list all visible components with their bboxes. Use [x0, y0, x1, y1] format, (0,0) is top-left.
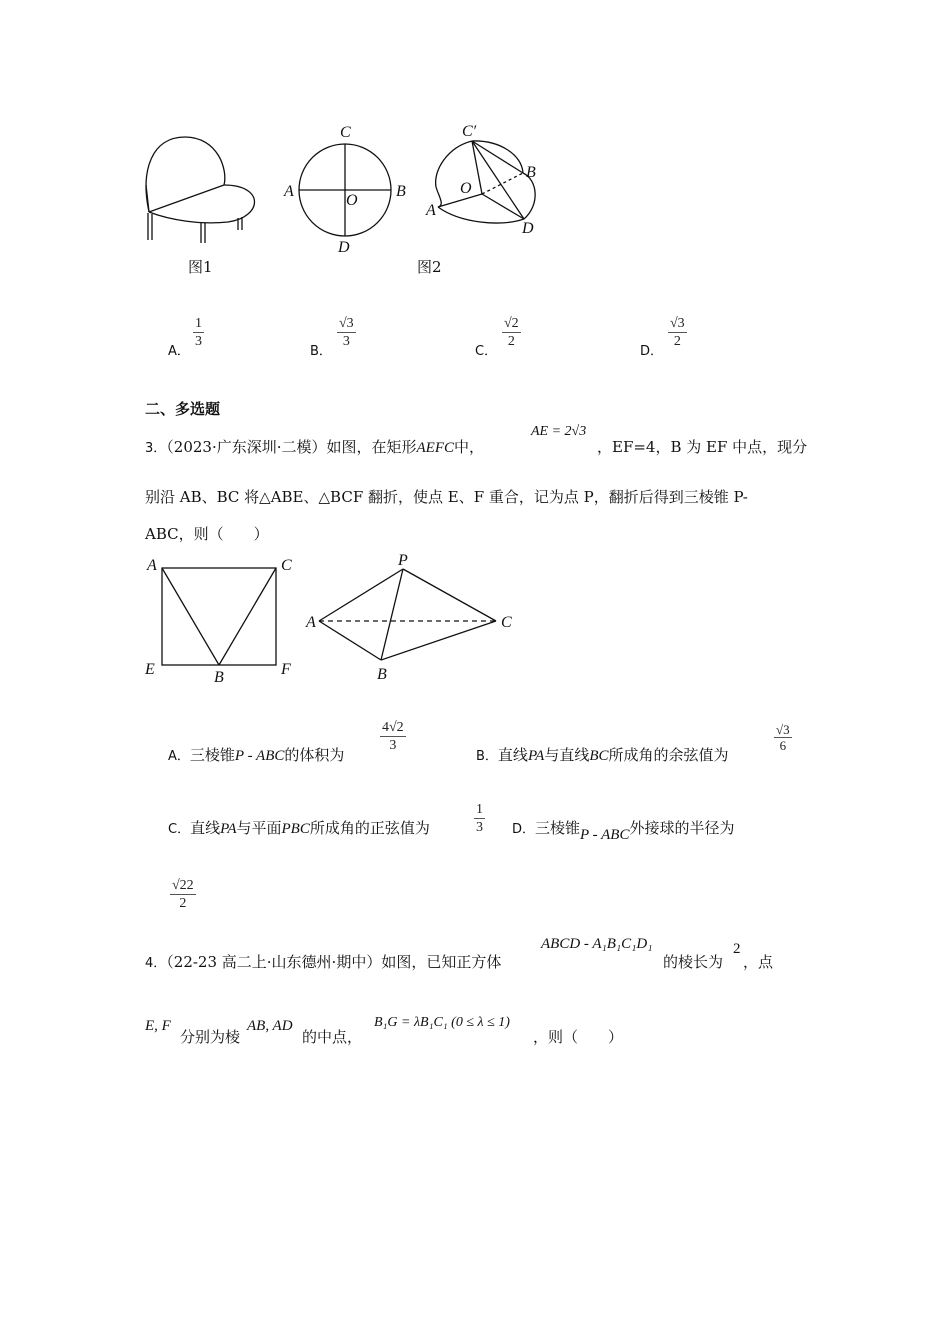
q2-option-d-letter: D． [640, 344, 664, 359]
q4-line1: 4．（22-23 高二上·山东德州·期中）如图，已知正方体 [145, 953, 502, 971]
q3-line2: 别沿 AB、BC 将△ABE、△BCF 翻折，使点 E、F 重合，记为点 P，翻折后得到三棱锥 P- [145, 488, 748, 506]
q3-option-c-value: $\frac{1}{3}$ [476, 802, 483, 835]
q4-text2: 的棱长为 [663, 953, 724, 971]
q2-option-d-value: $\frac{√3}{2}$ [670, 316, 685, 349]
chair-figure [146, 137, 255, 243]
tetra-label-c: C [501, 614, 512, 631]
tetra-label-b: B [377, 666, 387, 683]
q4-text3: ，点 [743, 953, 774, 971]
rect-label-a: A [147, 557, 157, 574]
q3-option-d: D．三棱锥P - ABC外接球的半径为 [512, 819, 735, 843]
q4-edge: 2 [733, 941, 741, 957]
circle-label-b: B [396, 183, 406, 200]
q4-abad: AB, AD [247, 1018, 293, 1034]
q4-ef: E, F [145, 1018, 171, 1034]
q4-cube: ABCD - A₁B₁C₁D₁ [541, 936, 653, 952]
solid-label-c: C′ [462, 123, 477, 140]
fig2-caption: 图2 [417, 258, 442, 276]
rect-label-f: F [281, 661, 291, 678]
rect-label-e: E [145, 661, 155, 678]
q3-option-a: A．三棱锥P - ABC的体积为 [168, 746, 345, 764]
q2-option-c-letter: C． [475, 344, 498, 359]
q4-text4: 分别为棱 [180, 1028, 241, 1046]
q4-text6: ，则（ ） [533, 1028, 624, 1046]
rectangle-figure [162, 568, 276, 665]
q3-ae-formula: AE = 2√3 [531, 424, 587, 439]
rect-label-c: C [281, 557, 292, 574]
q4-text5: 的中点， [302, 1028, 363, 1046]
tetra-label-p: P [398, 552, 408, 569]
q2-option-b-letter: B． [310, 344, 332, 359]
q3-line3: ABC，则（ ） [145, 525, 269, 543]
q3-line1: 3．（2023·广东深圳·二模）如图，在矩形AEFC中， [145, 438, 485, 456]
circle-figure [299, 144, 391, 236]
q3-option-a-value: $\frac{4√2}{3}$ [382, 720, 404, 753]
solid-label-a: A [426, 202, 436, 219]
q3-option-b: B．直线PA与直线BC所成角的余弦值为 [476, 746, 729, 764]
q2-option-a-letter: A． [168, 344, 190, 359]
q3-option-d-value: $\frac{√22}{2}$ [172, 878, 194, 911]
top-figures [130, 115, 570, 290]
fig1-caption: 图1 [188, 258, 213, 276]
circle-label-a: A [284, 183, 294, 200]
circle-label-d: D [338, 239, 350, 256]
rect-label-b: B [214, 669, 224, 686]
tetrahedron-figure [319, 569, 496, 660]
q4-formula: B₁G = λB₁C₁ (0 ≤ λ ≤ 1) [374, 1015, 510, 1030]
q3-figures [138, 548, 528, 688]
q3-option-b-value: $\frac{√3}{6}$ [776, 722, 790, 753]
q3-option-c: C．直线PA与平面PBC所成角的正弦值为 [168, 819, 430, 837]
q2-option-a-value: $\frac{1}{3}$ [195, 316, 202, 349]
q2-option-b-value: $\frac{√3}{3}$ [339, 316, 354, 349]
q3-line1-end: ，EF=4，B 为 EF 中点，现分 [597, 438, 808, 456]
q2-option-c-value: $\frac{√2}{2}$ [504, 316, 519, 349]
solid-label-o: O [460, 180, 472, 197]
folded-solid-figure [436, 141, 536, 223]
tetra-label-a: A [306, 614, 316, 631]
solid-label-b: B [526, 164, 536, 181]
solid-label-d: D [522, 220, 534, 237]
circle-label-c: C [340, 124, 351, 141]
section-title: 二、多选题 [145, 400, 221, 418]
circle-label-o: O [346, 192, 358, 209]
